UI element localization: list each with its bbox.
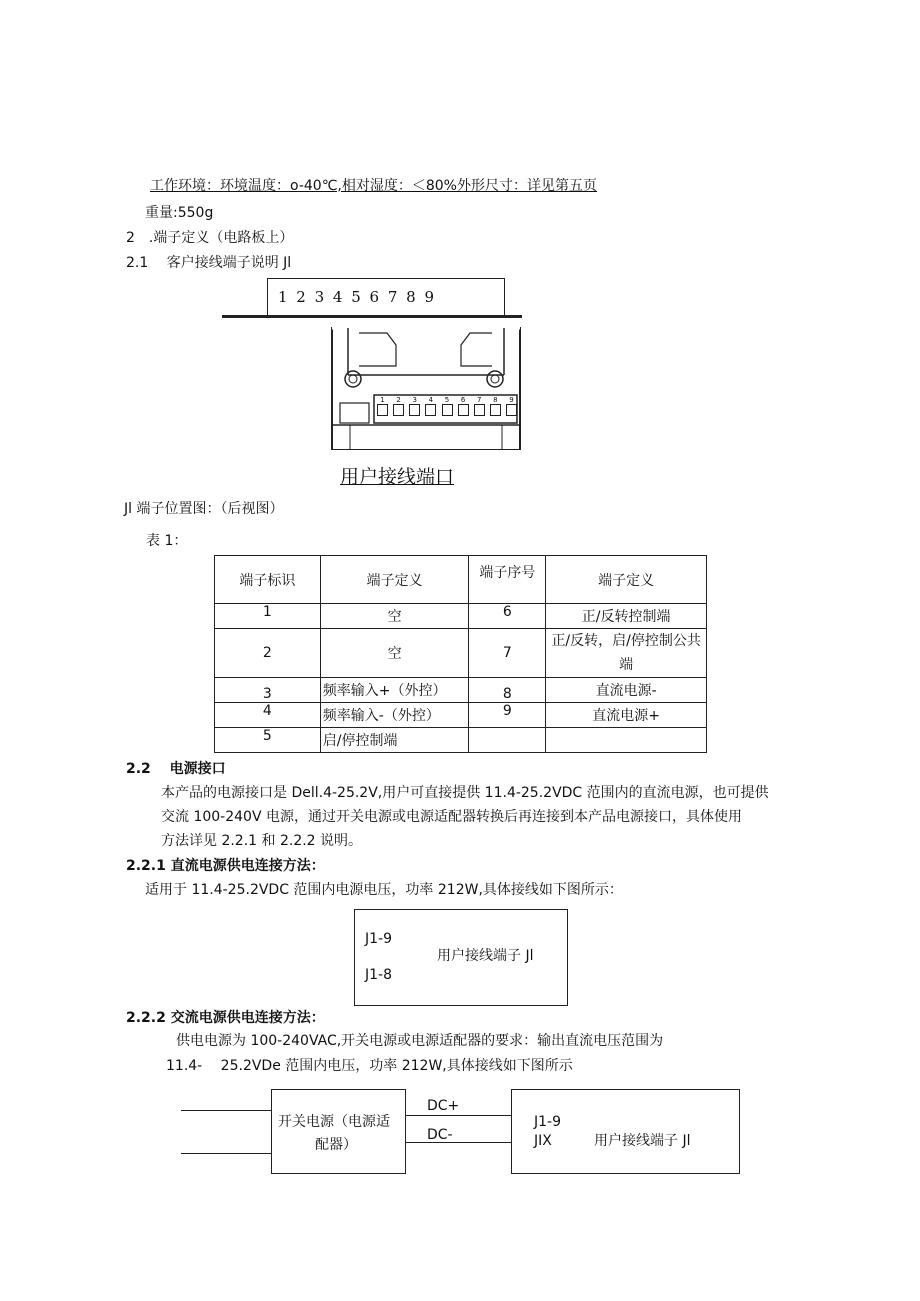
table-cell: 3 [215, 678, 321, 703]
psu-box [271, 1089, 406, 1174]
pcb-pin: 7 [474, 396, 485, 416]
header-cell: 端子定义 [546, 556, 707, 604]
table-cell [469, 728, 546, 753]
table-cell: 4 [215, 703, 321, 728]
dc-pin-j1-9: J1-9 [365, 931, 392, 947]
table-cell: 直流电源+ [546, 703, 707, 728]
table-cell: 5 [215, 728, 321, 753]
section-2-2-title: 2.2 电源接口 [126, 761, 226, 777]
diagram-caption: 用户接线端口 [340, 466, 455, 488]
table-cell: 直流电源- [546, 678, 707, 703]
table-row [215, 703, 707, 728]
dc-plus-wire [405, 1115, 511, 1116]
dc-minus-label: DC- [427, 1127, 453, 1143]
section-2-2-2-text-1: 供电电源为 100-240VAC,开关电源或电源适配器的要求：输出直流电压范围为 [176, 1033, 664, 1049]
pcb-outline [222, 278, 522, 450]
ac-pin-j1-9: J1-9 [534, 1114, 561, 1130]
header-cell: 端子序号 [469, 556, 546, 604]
pcb-pin: 2 [393, 396, 404, 416]
dc-plus-label: DC+ [427, 1098, 460, 1114]
psu-label-line-2: 配器） [315, 1137, 357, 1153]
table-cell: 正/反转控制端 [546, 604, 707, 629]
section-2-2-2-title: 2.2.2 交流电源供电连接方法： [126, 1010, 325, 1026]
table-header-row [215, 556, 707, 604]
pcb-pin: 8 [490, 396, 501, 416]
weight-spec: 重量:550g [145, 205, 214, 221]
environment-spec: 工作环境：环境温度：o-40℃,相对湿度：＜80%外形尺寸：详见第五页 [150, 178, 597, 194]
table-cell: 7 [469, 629, 546, 678]
pcb-pin: 1 [377, 396, 388, 416]
dc-minus-wire [405, 1142, 511, 1143]
table-cell: 频率输入+（外控） [320, 678, 469, 703]
position-note: Jl 端子位置图：（后视图） [124, 501, 284, 517]
ac-pin-jix: JIX [534, 1133, 552, 1149]
dc-terminal-label: 用户接线端子 Jl [437, 948, 534, 964]
table-cell: 正/反转，启/停控制公共端 [546, 629, 707, 678]
pcb-pin: 6 [458, 396, 469, 416]
table-cell: 1 [215, 604, 321, 629]
terminal-diagram [222, 278, 522, 450]
table-cell: 空 [320, 629, 469, 678]
pcb-pin: 4 [425, 396, 436, 416]
pcb-pin-row [377, 396, 517, 416]
table-cell: 8 [469, 678, 546, 703]
section-2-2-1-title: 2.2.1 直流电源供电连接方法： [126, 858, 325, 874]
ac-input-line [181, 1153, 272, 1154]
header-cell: 端子标识 [215, 556, 321, 604]
section-2-2-1-text: 适用于 11.4-25.2VDC 范围内电源电压，功率 212W,具体接线如下图所示： [145, 882, 623, 898]
table-cell [546, 728, 707, 753]
section-2-2-para-1: 本产品的电源接口是 Dell.4-25.2V,用户可直接提供 11.4-25.2VDC 范围内的直流电源，也可提供 [161, 785, 769, 801]
table-cell: 9 [469, 703, 546, 728]
table-cell: 启/停控制端 [320, 728, 469, 753]
psu-label-line-1: 开关电源（电源适 [278, 1114, 390, 1130]
table-cell: 频率输入-（外控） [320, 703, 469, 728]
dc-pin-j1-8: J1-8 [365, 967, 392, 983]
table-row [215, 604, 707, 629]
section-2-2-2-text-2: 11.4- 25.2VDe 范围内电压，功率 212W,具体接线如下图所示 [166, 1058, 573, 1074]
ac-input-line [181, 1110, 272, 1111]
pcb-pin: 9 [506, 396, 517, 416]
header-cell: 端子定义 [320, 556, 469, 604]
ruler-digits: 1 2 3 4 5 6 7 8 9 [278, 288, 435, 306]
table-row [215, 629, 707, 678]
pcb-pin: 5 [442, 396, 453, 416]
section-2-1-title: 2.1 客户接线端子说明 Jl [126, 255, 292, 271]
table-caption: 表 1： [146, 533, 188, 549]
terminal-table [214, 555, 707, 753]
section-2-title: 2 .端子定义（电路板上） [126, 230, 294, 246]
section-2-2-para-3: 方法详见 2.2.1 和 2.2.2 说明。 [161, 833, 363, 849]
dc-terminal-box [354, 909, 568, 1006]
ac-terminal-label: 用户接线端子 Jl [594, 1133, 691, 1149]
pcb-pin: 3 [409, 396, 420, 416]
table-cell: 6 [469, 604, 546, 629]
table-row [215, 678, 707, 703]
ac-terminal-box [511, 1089, 740, 1174]
table-cell: 2 [215, 629, 321, 678]
section-2-2-para-2: 交流 100-240V 电源，通过开关电源或电源适配器转换后再连接到本产品电源接口，具体使用 [161, 809, 742, 825]
table-row [215, 728, 707, 753]
table-cell: 空 [320, 604, 469, 629]
